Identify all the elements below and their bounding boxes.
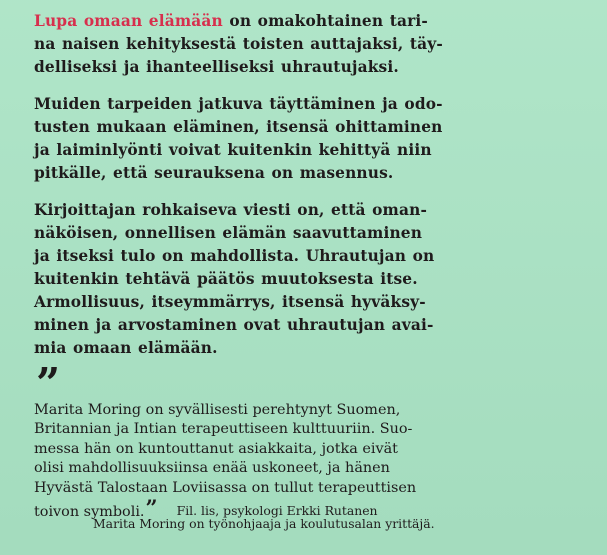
paragraph-line: delliseksi ja ihanteelliseksi uhrautujaksi. <box>34 58 399 76</box>
paragraph-line: Muiden tarpeiden jatkuva täyttäminen ja odo- <box>34 95 443 113</box>
closing-quote-mark: ” <box>145 495 155 521</box>
paragraph-line: näköisen, onnellisen elämän saavuttaminen <box>34 224 423 242</box>
paragraph-line: ja itseksi tulo on mahdollista. Uhrautujan on <box>34 247 435 265</box>
paragraph-message <box>34 199 586 360</box>
paragraph-line: tusten mukaan eläminen, itsensä ohittaminen <box>34 118 443 136</box>
quote-attribution: Fil. lis, psykologi Erkki Rutanen <box>176 503 378 519</box>
paragraph-line: pitkälle, että seurauksena on masennus. <box>34 164 394 182</box>
endorsement-quote <box>34 401 596 522</box>
quote-line: Britannian ja Intian terapeuttiseen kulttuuriin. Suo- <box>34 421 413 438</box>
paragraph-intro <box>34 10 586 79</box>
paragraph-line <box>34 10 586 33</box>
quote-last-text: toivon symboli. <box>34 504 145 521</box>
description-text <box>34 10 586 374</box>
paragraph-line: Armollisuus, itseymmärrys, itsensä hyväksy- <box>34 293 426 311</box>
quote-line: messa hän on kuntouttanut asiakkaita, jotka eivät <box>34 440 398 457</box>
opening-quote-mark: ” <box>36 359 54 408</box>
author-footer: Marita Moring on työnohjaaja ja koulutusalan yrittäjä. <box>93 516 435 531</box>
quote-line: Marita Moring on syvällisesti perehtynyt Suomen, <box>34 402 401 418</box>
paragraph-line: ja laiminlyönti voivat kuitenkin kehittyä niin <box>34 141 432 159</box>
quote-line: Hyvästä Talostaan Loviisassa on tullut terapeuttisen <box>34 479 417 496</box>
quote-line: olisi mahdollisuuksiinsa enää uskoneet, ja hänen <box>34 460 390 477</box>
paragraph-line: mia omaan elämään. <box>34 339 218 357</box>
book-title: Lupa omaan elämään <box>34 12 223 30</box>
paragraph-line: Kirjoittajan rohkaiseva viesti on, että oman- <box>34 201 427 219</box>
paragraph-line-text: on omakohtainen tari- <box>222 12 428 30</box>
paragraph-line: minen ja arvostaminen ovat uhrautujan avai- <box>34 316 434 334</box>
paragraph-depression <box>34 93 586 185</box>
paragraph-line: na naisen kehityksestä toisten auttajaksi, täy- <box>34 35 443 53</box>
paragraph-line: kuitenkin tehtävä päätös muutoksesta itse. <box>34 270 418 288</box>
